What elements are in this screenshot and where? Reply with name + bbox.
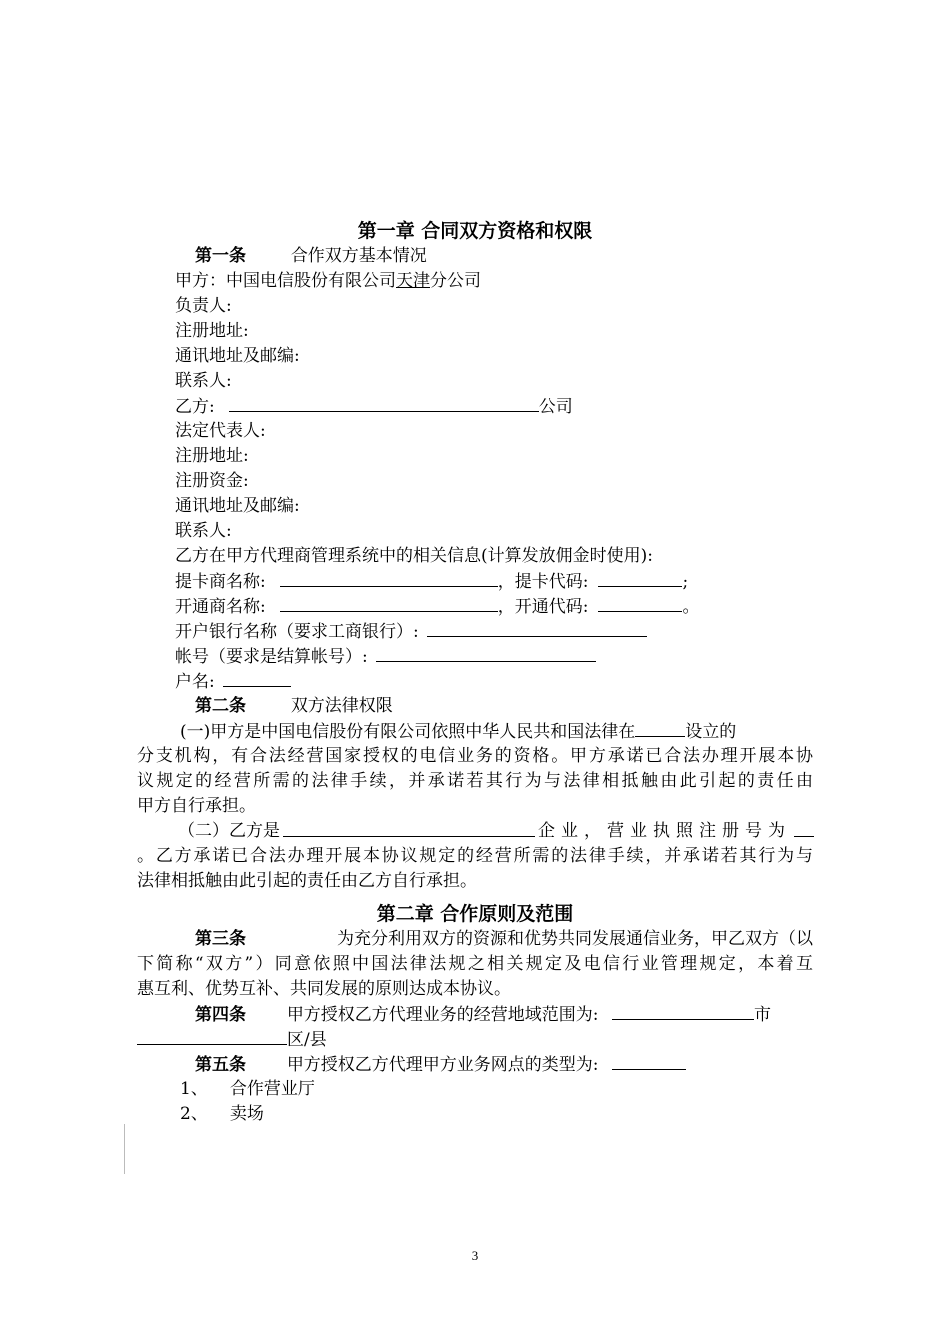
card-provider-name-label: 提卡商名称: [175,572,266,592]
party-b-prefix: 乙方: [175,397,215,417]
party-b-mail-address: 通讯地址及邮编: [175,496,300,516]
card-provider-line [175,569,688,594]
article-1-title: 合作双方基本情况 [290,246,427,266]
bank-line [175,619,647,644]
card-provider-code-label: ，提卡代码: [497,572,589,592]
party-b-legal-rep: 法定代表人: [175,421,266,441]
holder-line [175,669,291,694]
art2-p2-line3: 法律相抵触由此引起的责任由乙方自行承担。 [137,871,477,891]
art2-p2-line2: 。乙方承诺已合法办理开展本协议规定的经营所需的法律手续，并承诺若其行为与 [137,846,813,866]
art2-p2-text-b: 企业，营业执照注册号为 [538,821,791,841]
art4-line2 [137,1027,327,1052]
art3-line1 [195,927,813,951]
art3-line2: 下简称“双方”）同意依照中国法律法规之相关规定及电信行业管理规定，本着互 [137,954,813,974]
card-provider-terminator: ; [682,572,689,592]
bank-name-blank[interactable] [427,619,647,637]
art4-text: 甲方授权乙方代理业务的经营地域范围为: [286,1005,599,1025]
art5-text: 甲方授权乙方代理甲方业务网点的类型为: [286,1055,599,1075]
art2-license-blank[interactable] [794,819,814,837]
party-b-contact: 联系人: [175,521,232,541]
party-b-reg-address: 注册地址: [175,446,249,466]
activator-terminator: 。 [682,597,700,617]
list-item-number: 1、 [180,1079,208,1099]
party-a-contact: 联系人: [175,371,232,391]
party-a-prefix: 甲方：中国电信股份有限公司 [175,271,396,291]
activator-line [175,594,699,619]
art2-p1-line3: 议规定的经营所需的法律手续，并承诺若其行为与法律相抵触由此引起的责任由 [137,771,813,791]
party-b-capital: 注册资金: [175,471,249,491]
account-holder-blank[interactable] [223,669,291,687]
art2-law-blank[interactable] [635,719,685,737]
article-1-label: 第一条 [195,246,246,266]
account-no-label: 帐号（要求是结算帐号）: [175,647,368,667]
page-number: 3 [471,1248,479,1263]
account-line [175,644,596,669]
art2-p1-text-b: 设立的 [685,722,737,742]
article-2-heading [195,694,393,718]
art3-line3: 惠互利、优势互补、共同发展的原则达成本协议。 [137,979,511,999]
party-b-line [175,394,573,419]
article-2-title: 双方法律权限 [290,696,393,716]
art3-text-1: 为充分利用双方的资源和优势共同发展通信业务，甲乙双方（以 [337,929,813,949]
art5-line [195,1052,686,1077]
party-b-name-blank[interactable] [229,394,539,412]
art4-city-blank[interactable] [612,1002,754,1020]
card-provider-name-blank[interactable] [280,569,498,587]
party-a-reg-address: 注册地址: [175,321,249,341]
list-item-number: 2、 [180,1104,208,1124]
art5-type-blank[interactable] [612,1052,686,1070]
card-provider-code-blank[interactable] [598,569,682,587]
party-a-head: 负责人: [175,296,232,316]
chapter-2-title: 第二章 合作原则及范围 [376,903,574,925]
art2-p1-line1 [180,719,736,744]
party-a-city: 天津 [396,271,430,291]
article-3-label: 第三条 [195,929,246,949]
activator-name-blank[interactable] [280,594,498,612]
list-item-text: 卖场 [229,1104,264,1124]
list-item-text: 合作营业厅 [229,1079,315,1099]
article-4-label: 第四条 [195,1005,246,1025]
account-holder-label: 户名: [175,672,215,692]
article-1-heading [195,244,427,268]
list-item [180,1102,264,1126]
agent-system-info: 乙方在甲方代理商管理系统中的相关信息(计算发放佣金时使用): [175,546,653,566]
account-no-blank[interactable] [376,644,596,662]
party-b-suffix: 公司 [538,397,573,417]
article-2-label: 第二条 [195,696,246,716]
activator-code-blank[interactable] [598,594,682,612]
bank-name-label: 开户银行名称（要求工商银行）: [175,622,419,642]
art2-p2-text-a: （二）乙方是 [178,821,280,841]
art4-district-suffix: 区/县 [287,1030,327,1050]
margin-change-bar [124,1124,125,1174]
art2-p1-line4: 甲方自行承担。 [137,796,256,816]
article-5-label: 第五条 [195,1055,246,1075]
art2-enterprise-blank[interactable] [283,819,535,837]
activator-code-label: ，开通代码: [497,597,589,617]
party-a-suffix: 分公司 [430,271,481,291]
art4-district-blank[interactable] [137,1027,287,1045]
art2-p1-text-a: (一)甲方是中国电信股份有限公司依照中华人民共和国法律在 [180,722,636,742]
party-a-mail-address: 通讯地址及邮编: [175,346,300,366]
art2-p2-line1 [178,819,814,843]
art4-city-suffix: 市 [753,1005,771,1025]
party-a-line [175,269,481,293]
art4-line1 [195,1002,771,1027]
chapter-1-title: 第一章 合同双方资格和权限 [357,220,593,242]
list-item [180,1077,315,1101]
art2-p1-line2: 分支机构，有合法经营国家授权的电信业务的资格。甲方承诺已合法办理开展本协 [137,746,813,766]
activator-name-label: 开通商名称: [175,597,266,617]
